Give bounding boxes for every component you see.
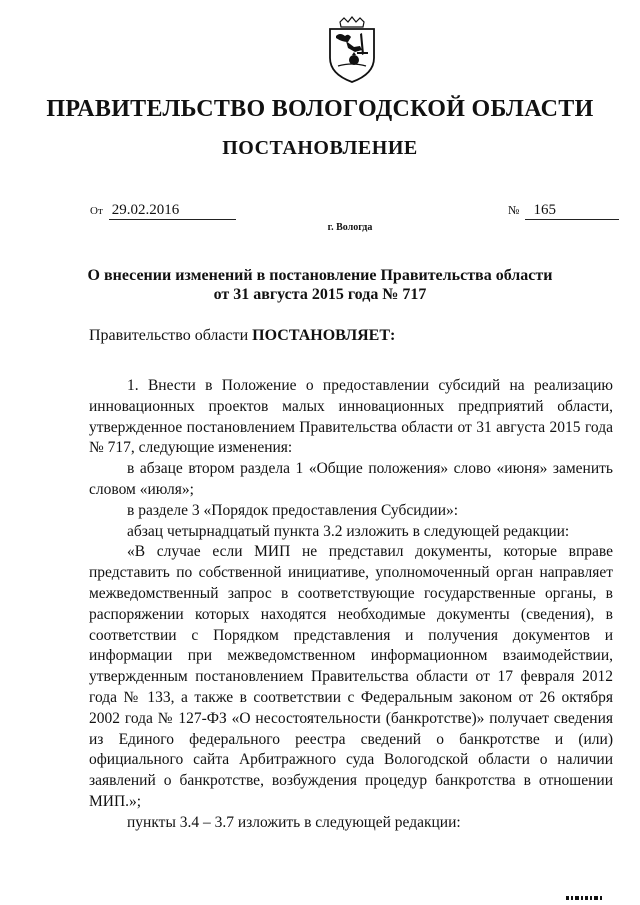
resolve-prefix: Правительство области bbox=[89, 327, 249, 344]
government-title: ПРАВИТЕЛЬСТВО ВОЛОГОДСКОЙ ОБЛАСТИ bbox=[46, 96, 594, 122]
subject-line-1: О внесении изменений в постановление Правительства области bbox=[87, 267, 553, 284]
resolve-verb: ПОСТАНОВЛЯЕТ: bbox=[252, 327, 396, 344]
date-value: 29.02.2016 bbox=[109, 202, 236, 220]
body-paragraph: в абзаце втором раздела 1 «Общие положения» слово «июня» заменить словом «июля»; bbox=[89, 460, 613, 498]
date-label: От bbox=[90, 205, 103, 217]
body-paragraph: пункты 3.4 – 3.7 изложить в следующей редакции: bbox=[127, 813, 461, 831]
body-paragraph: 1. Внести в Положение о предоставлении субсидий на реализацию инновационных проектов малых инновационных предприятий области, утвержденное постановлением Правительства области от 31 августа 2015 года № 717, следующие изменения: bbox=[89, 377, 613, 457]
scan-mark-icon bbox=[566, 895, 606, 901]
resolve-line bbox=[89, 327, 395, 345]
body-paragraph: «В случае если МИП не представил документы, которые вправе представить по собственной инициативе, уполномоченный орган направляет межведомственный запрос в соответствующие государственные органы, в распоряжении которых находятся необходимые документы (сведения), в соответствии с Порядком представления и получения документов и информации при межведомственном информационном взаимодействии, утвержденным постановлением Правительства области от 17 февраля 2012 года № 133, а также в соответствии с Федеральным законом от 26 октября 2002 года № 127-ФЗ «О несостоятельности (банкротстве)» получает сведения из Единого федерального реестра сведений о банкротстве и (или) официального сайта Арбитражного суда Вологодской области о наличии заявлений о банкротстве, возбуждения процедур банкротства в отношении МИП.»; bbox=[89, 543, 613, 810]
document-body bbox=[89, 376, 613, 834]
body-paragraph: абзац четырнадцатый пункта 3.2 изложить в следующей редакции: bbox=[127, 522, 570, 540]
document-subject bbox=[60, 266, 580, 304]
date-row bbox=[90, 202, 236, 220]
city-name: г. Вологда bbox=[327, 222, 373, 233]
coat-of-arms-icon bbox=[324, 16, 380, 84]
body-paragraph: в разделе 3 «Порядок предоставления Субсидии»: bbox=[127, 501, 459, 519]
document-kind: ПОСТАНОВЛЕНИЕ bbox=[222, 137, 418, 159]
subject-line-2: от 31 августа 2015 года № 717 bbox=[213, 286, 427, 303]
number-label: № bbox=[508, 203, 520, 217]
number-value: 165 bbox=[525, 202, 619, 220]
number-row bbox=[508, 202, 619, 220]
